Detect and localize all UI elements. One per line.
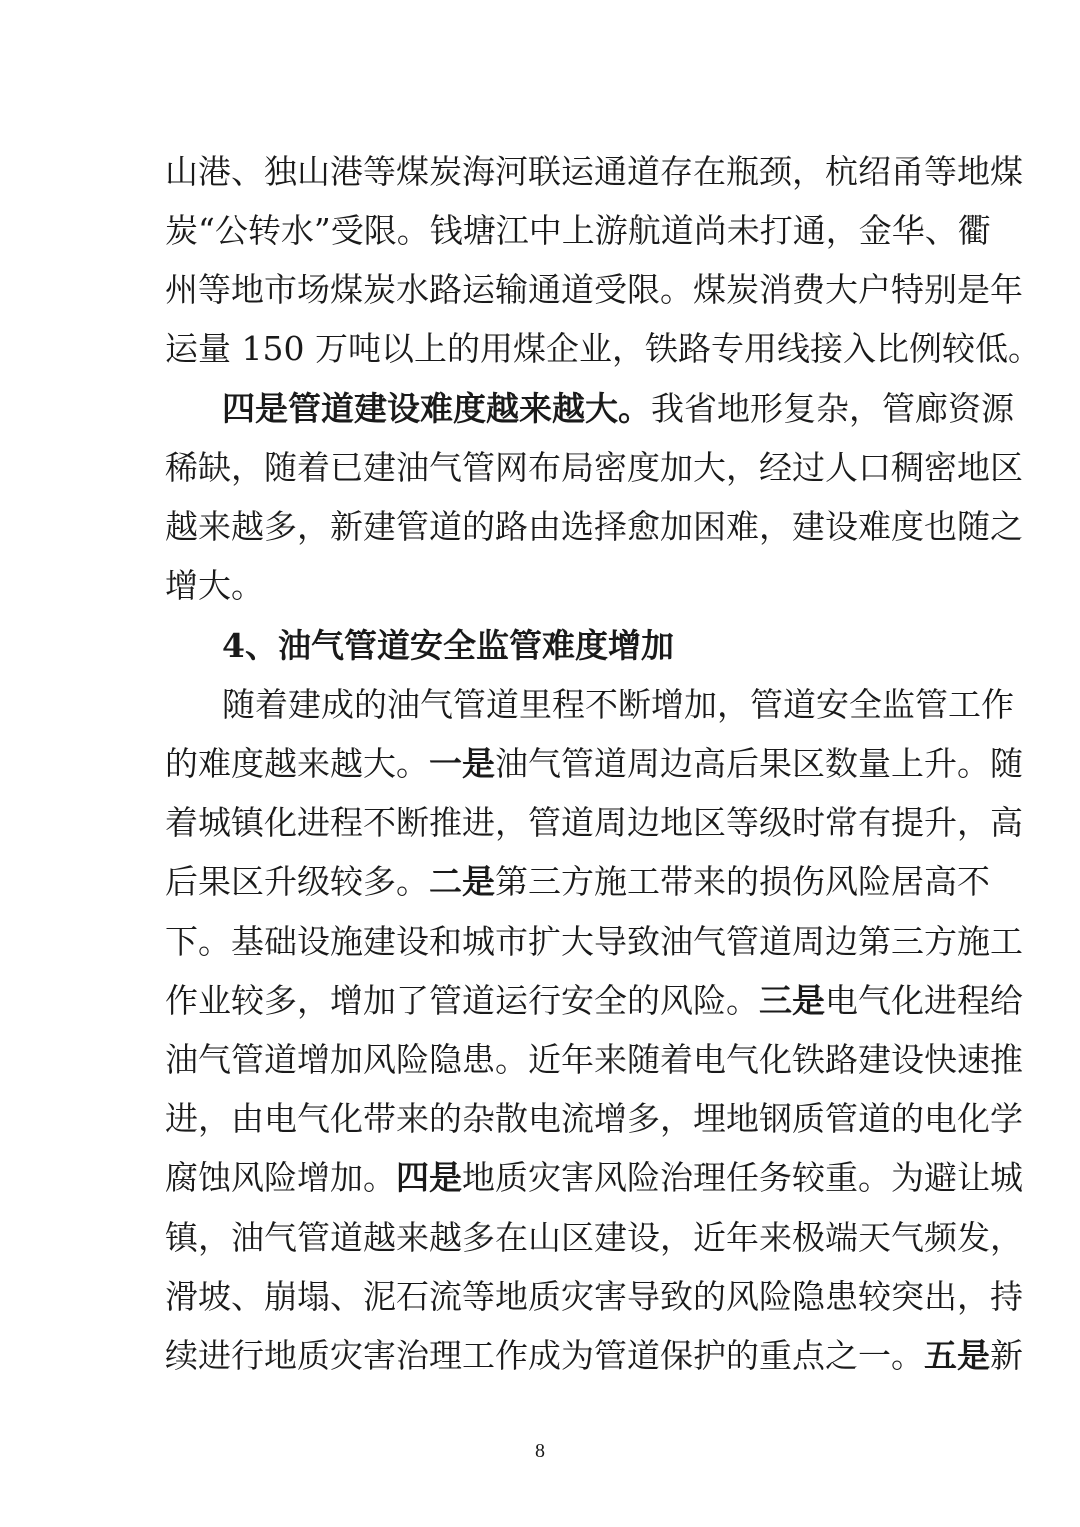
safety-text: 的难度越来越大。 <box>165 744 429 783</box>
paragraph-pipeline-line-1 <box>222 389 1014 429</box>
paragraph-safety-line-3: 着城镇化进程不断推进，管道周边地区等级时常有提升，高 <box>165 803 1023 842</box>
paragraph-safety-line-9 <box>165 1158 1023 1198</box>
paragraph-safety-line-12 <box>165 1336 1023 1376</box>
paragraph-safety-line-2 <box>165 744 1023 784</box>
paragraph-safety-line-11: 滑坡、崩塌、泥石流等地质灾害导致的风险隐患较突出，持 <box>165 1277 1023 1316</box>
safety-text: 第三方施工带来的损伤风险居高不 <box>495 862 990 901</box>
paragraph-safety-line-4 <box>165 862 990 902</box>
page-number: 8 <box>535 1440 545 1462</box>
paragraph-safety-line-6 <box>165 981 1023 1021</box>
section-heading: 4、油气管道安全监管难度增加 <box>222 626 674 665</box>
safety-text: 腐蚀风险增加。 <box>165 1158 396 1197</box>
paragraph-pipeline-line-4: 增大。 <box>165 566 264 605</box>
safety-point-five-lead: 五是 <box>924 1336 990 1375</box>
paragraph-coal-line-1: 山港、独山港等煤炭海河联运通道存在瓶颈，杭绍甬等地煤 <box>165 152 1023 191</box>
safety-text: 后果区升级较多。 <box>165 862 429 901</box>
safety-text: 新 <box>990 1336 1023 1375</box>
safety-text: 电气化进程给 <box>825 981 1023 1020</box>
paragraph-safety-line-1: 随着建成的油气管道里程不断增加，管道安全监管工作 <box>222 685 1014 724</box>
pipeline-point-four-lead: 四是管道建设难度越来越大。 <box>222 389 651 428</box>
paragraph-pipeline-line-3: 越来越多，新建管道的路由选择愈加困难，建设难度也随之 <box>165 507 1023 546</box>
paragraph-coal-line-3: 州等地市场煤炭水路运输通道受限。煤炭消费大户特别是年 <box>165 270 1023 309</box>
paragraph-safety-line-5: 下。基础设施建设和城市扩大导致油气管道周边第三方施工 <box>165 922 1023 961</box>
paragraph-safety-line-8: 进，由电气化带来的杂散电流增多，埋地钢质管道的电化学 <box>165 1099 1023 1138</box>
safety-text: 油气管道周边高后果区数量上升。随 <box>495 744 1023 783</box>
safety-point-three-lead: 三是 <box>759 981 825 1020</box>
paragraph-safety-line-10: 镇，油气管道越来越多在山区建设，近年来极端天气频发， <box>165 1218 1023 1257</box>
safety-point-one-lead: 一是 <box>429 744 495 783</box>
pipeline-point-four-text: 我省地形复杂，管廊资源 <box>651 389 1014 428</box>
safety-point-four-lead: 四是 <box>396 1158 462 1197</box>
paragraph-coal-line-4: 运量 150 万吨以上的用煤企业，铁路专用线接入比例较低。 <box>165 329 1041 368</box>
safety-text: 作业较多，增加了管道运行安全的风险。 <box>165 981 759 1020</box>
safety-point-two-lead: 二是 <box>429 862 495 901</box>
paragraph-pipeline-line-2: 稀缺，随着已建油气管网布局密度加大，经过人口稠密地区 <box>165 448 1023 487</box>
safety-text: 续进行地质灾害治理工作成为管道保护的重点之一。 <box>165 1336 924 1375</box>
safety-text: 地质灾害风险治理任务较重。为避让城 <box>462 1158 1023 1197</box>
paragraph-coal-line-2: 炭“公转水”受限。钱塘江中上游航道尚未打通，金华、衢 <box>165 211 991 250</box>
paragraph-safety-line-7: 油气管道增加风险隐患。近年来随着电气化铁路建设快速推 <box>165 1040 1023 1079</box>
